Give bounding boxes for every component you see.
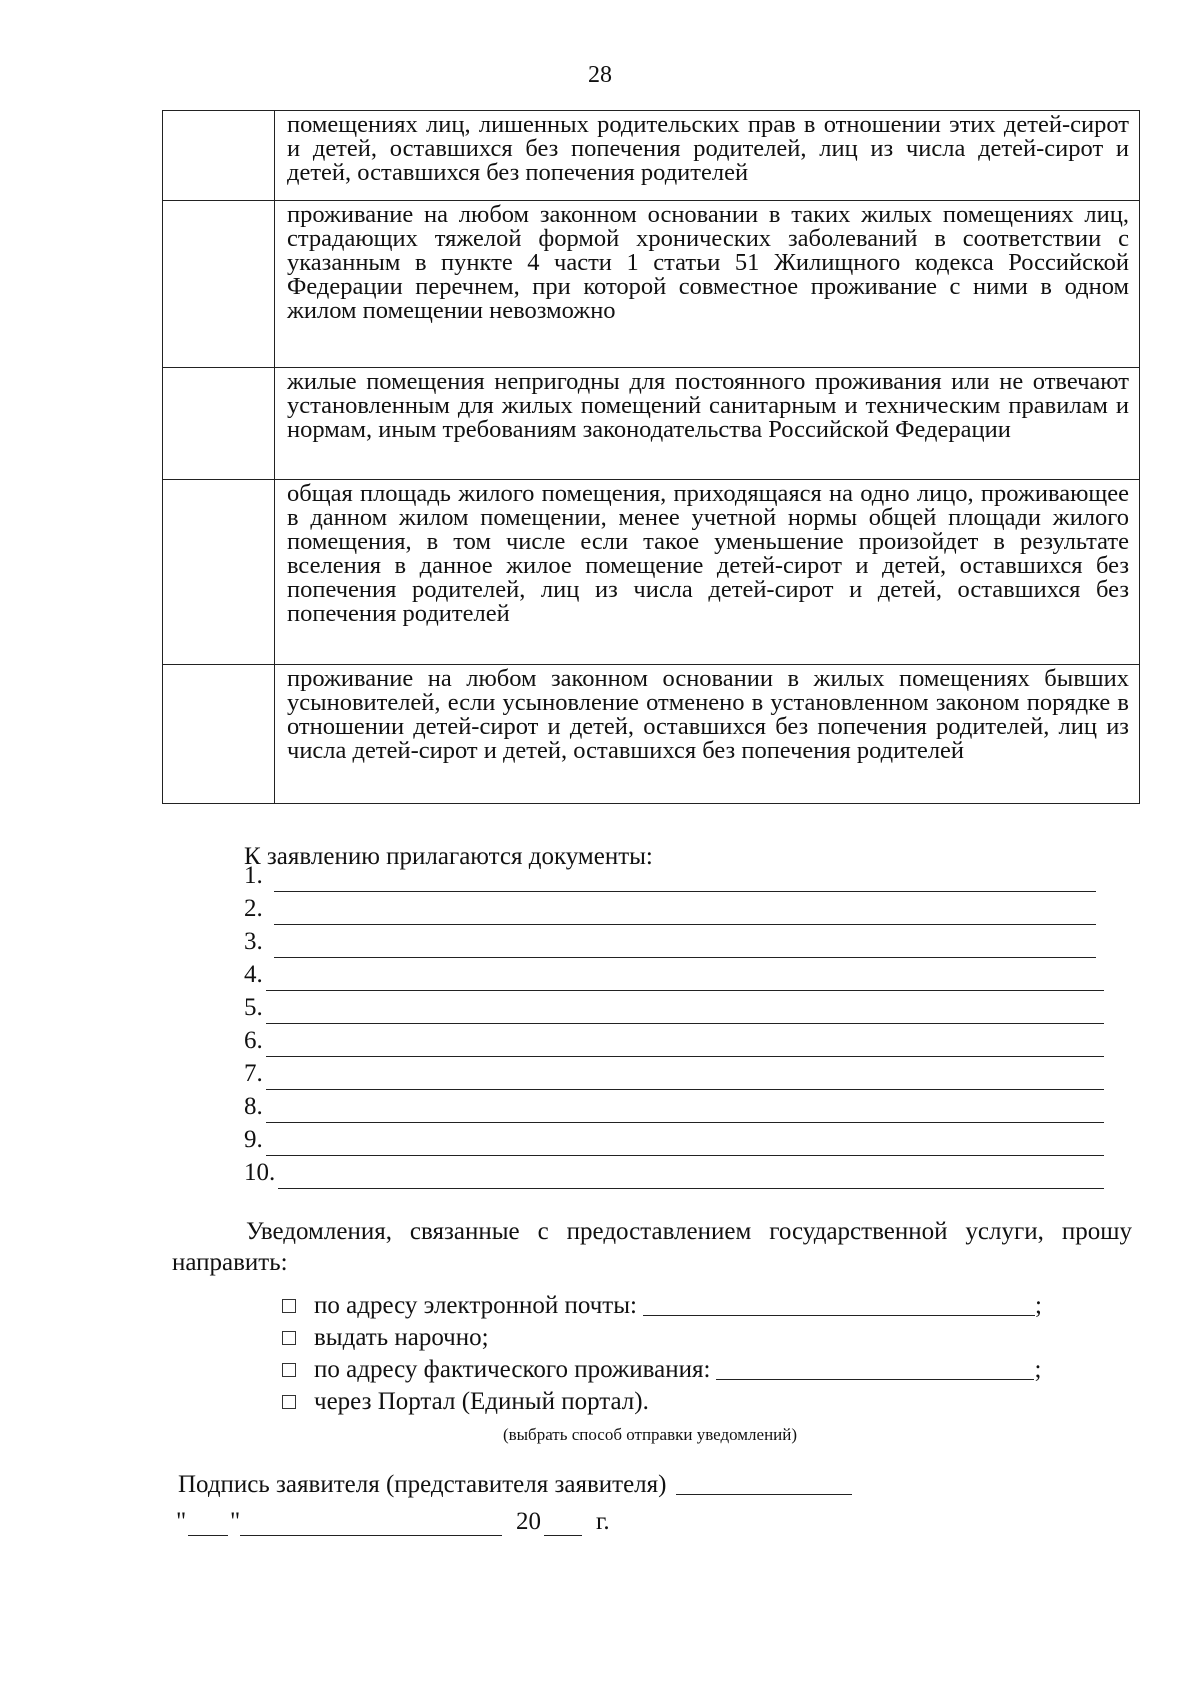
document-input-line[interactable] xyxy=(266,1023,1104,1024)
condition-text: помещениях лиц, лишенных родительских прав в отношении этих детей-сирот и детей, оставшихся без попечения родителей, лиц из числа детей-сирот и детей, оставшихся без попечения родителей xyxy=(275,111,1140,201)
quote-close: " xyxy=(230,1508,241,1535)
email-input-line[interactable] xyxy=(643,1291,1035,1316)
document-input-line[interactable] xyxy=(266,1089,1104,1090)
checkbox-email[interactable] xyxy=(282,1299,296,1313)
document-number: 8. xyxy=(244,1093,263,1120)
signature-input-line[interactable] xyxy=(676,1470,852,1495)
checkbox-address[interactable] xyxy=(282,1363,296,1377)
document-input-line[interactable] xyxy=(278,1188,1104,1189)
option-in-person xyxy=(282,1322,489,1352)
document-line xyxy=(244,994,1104,1024)
document-number: 1. xyxy=(244,862,263,889)
quote-open: " xyxy=(176,1508,187,1535)
document-line xyxy=(244,1060,1104,1090)
conditions-table xyxy=(162,110,1140,804)
option-label: выдать нарочно; xyxy=(314,1324,489,1351)
document-input-line[interactable] xyxy=(274,924,1096,925)
documents-title: К заявлению прилагаются документы: xyxy=(244,843,653,870)
address-input-line[interactable] xyxy=(716,1355,1034,1380)
mark-cell[interactable] xyxy=(163,480,275,665)
document-input-line[interactable] xyxy=(274,957,1096,958)
mark-cell[interactable] xyxy=(163,111,275,201)
date-row xyxy=(176,1506,776,1538)
mark-cell[interactable] xyxy=(163,201,275,368)
condition-text: жилые помещения непригодны для постоянного проживания или не отвечают установленным для жилых помещений санитарным и техническим правилам и нормам, иным требованиям законодательства Российской Федерации xyxy=(275,368,1140,480)
page-number: 28 xyxy=(588,62,612,88)
condition-text: проживание на любом законном основании в жилых помещениях бывших усыновителей, если усыновление отменено в установленном законом порядке в отношении детей-сирот и детей, оставшихся без попечения родителей, лиц из числа детей-сирот и детей, оставшихся без попечения родителей xyxy=(275,665,1140,804)
option-label: по адресу фактического проживания: xyxy=(314,1356,711,1383)
option-suffix: ; xyxy=(1034,1356,1042,1383)
year-input-line[interactable] xyxy=(544,1535,582,1536)
table-row xyxy=(163,111,1140,201)
condition-text: общая площадь жилого помещения, приходящаяся на одно лицо, проживающее в данном жилом помещении, менее учетной нормы общей площади жилого помещения, в том числе если такое уменьшение произойдет в результате вселения в данное жилое помещение детей-сирот и детей, оставшихся без попечения родителей, лиц из числа детей-сирот и детей, оставшихся без попечения родителей xyxy=(275,480,1140,665)
option-portal xyxy=(282,1386,649,1416)
document-number: 9. xyxy=(244,1126,263,1153)
document-number: 7. xyxy=(244,1060,263,1087)
option-email xyxy=(282,1290,1042,1320)
option-label: через Портал (Единый портал). xyxy=(314,1388,649,1415)
checkbox-in-person[interactable] xyxy=(282,1331,296,1345)
year-prefix: 20 xyxy=(516,1508,541,1535)
year-suffix: г. xyxy=(596,1508,610,1535)
delivery-hint: (выбрать способ отправки уведомлений) xyxy=(502,1425,798,1444)
document-input-line[interactable] xyxy=(266,990,1104,991)
notifications-text: Уведомления, связанные с предоставлением государственной услуги, прошу направить: xyxy=(172,1218,1132,1276)
document-line xyxy=(244,961,1104,991)
option-label: по адресу электронной почты: xyxy=(314,1292,637,1319)
mark-cell[interactable] xyxy=(163,665,275,804)
option-address xyxy=(282,1354,1041,1384)
condition-text: проживание на любом законном основании в таких жилых помещениях лиц, страдающих тяжелой формой хронических заболеваний в соответствии с указанным в пункте 4 части 1 статьи 51 Жилищного кодекса Российской Федерации перечнем, при которой совместное проживание с ними в одном жилом помещении невозможно xyxy=(275,201,1140,368)
document-input-line[interactable] xyxy=(266,1122,1104,1123)
table-row xyxy=(163,480,1140,665)
document-line xyxy=(244,1159,1104,1189)
document-line xyxy=(244,895,1096,925)
document-number: 2. xyxy=(244,895,263,922)
signature-label: Подпись заявителя (представителя заявителя) xyxy=(178,1471,667,1498)
option-suffix: ; xyxy=(1034,1292,1042,1319)
mark-cell[interactable] xyxy=(163,368,275,480)
document-number: 10. xyxy=(244,1159,276,1186)
month-input-line[interactable] xyxy=(240,1535,502,1536)
document-number: 6. xyxy=(244,1027,263,1054)
document-number: 4. xyxy=(244,961,263,988)
document-input-line[interactable] xyxy=(266,1155,1104,1156)
document-number: 3. xyxy=(244,928,263,955)
table-row xyxy=(163,665,1140,804)
document-line xyxy=(244,928,1096,958)
table-row xyxy=(163,201,1140,368)
document-line xyxy=(244,862,1096,892)
table-row xyxy=(163,368,1140,480)
signature-row xyxy=(178,1470,852,1499)
day-input-line[interactable] xyxy=(188,1535,228,1536)
checkbox-portal[interactable] xyxy=(282,1395,296,1409)
document-line xyxy=(244,1093,1104,1123)
document-input-line[interactable] xyxy=(274,891,1096,892)
document-line xyxy=(244,1027,1104,1057)
document-line xyxy=(244,1126,1104,1156)
document-input-line[interactable] xyxy=(266,1056,1104,1057)
document-number: 5. xyxy=(244,994,263,1021)
